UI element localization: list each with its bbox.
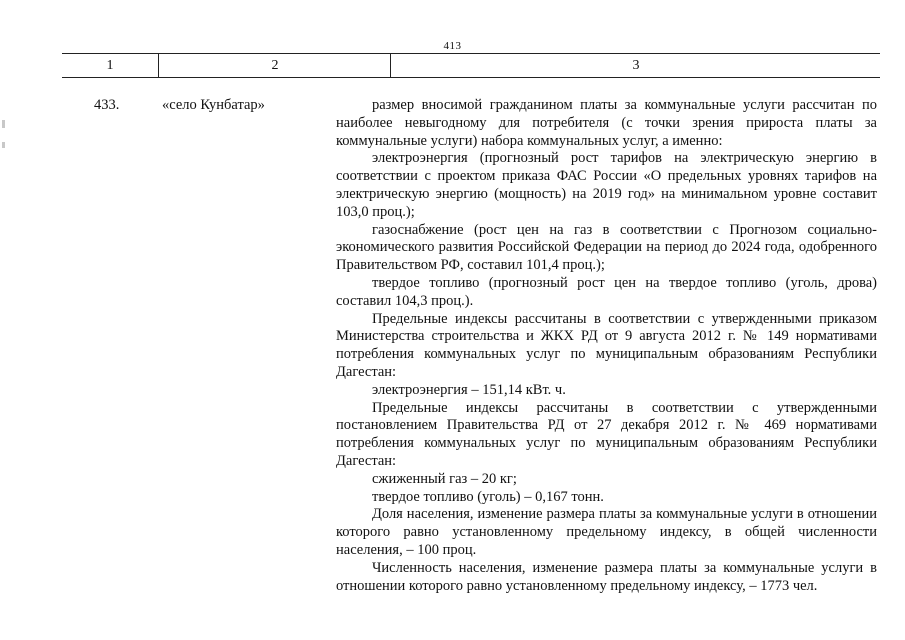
page-number: 413	[443, 40, 462, 52]
paragraph-electricity-norm: электроэнергия – 151,14 кВт. ч.	[372, 381, 566, 398]
table-header-row	[62, 53, 880, 78]
scan-edge-mark	[2, 142, 5, 148]
column-header-3: 3	[390, 54, 881, 77]
paragraph-solid-fuel: твердое топливо (прогнозный рост цен на твердое топливо (уголь, дрова) составил 104,3 проц.).	[336, 274, 877, 309]
scan-edge-mark	[2, 120, 5, 128]
column-header-1: 1	[106, 58, 114, 73]
paragraph-liquefied-gas-norm: сжиженный газ – 20 кг;	[372, 470, 517, 487]
paragraph-population-share: Доля населения, изменение размера платы за коммунальные услуги в отношении которого равно установленному предельному индексу, в общей численности населения, – 100 проц.	[336, 506, 877, 558]
settlement-name: «село Кунбатар»	[162, 97, 265, 113]
column-header-2: 2	[158, 54, 391, 77]
paragraph-electricity-tariff: электроэнергия (прогнозный рост тарифов на электрическую энергию в соответствии с проектом приказа ФАС России «О предельных уровнях тарифов на электрическую энергию (мощность) на 2019 год» на минимальном уровне составит 103,0 проц.);	[336, 150, 877, 220]
paragraph-indices-decree-469: Предельные индексы рассчитаны в соответствии с утвержденными постановлением Правительства РД от 27 декабря 2012 г. № 469 нормативами потребления коммунальных услуг по муниципальным образованиям Республики Дагестан:	[336, 399, 877, 469]
row-description	[336, 97, 877, 595]
paragraph-intro: размер вносимой гражданином платы за коммунальные услуги рассчитан по наиболее невыгодному для потребителя (с точки зрения прироста платы за коммунальные услуги) набора коммунальных услуг, а именно:	[336, 97, 877, 149]
row-number: 433.	[94, 97, 120, 113]
paragraph-gas-supply: газоснабжение (рост цен на газ в соответствии с Прогнозом социально-экономического развития Российской Федерации на период до 2024 года, одобренного Правительством РФ, составил 101,4 проц.);	[336, 221, 877, 274]
paragraph-indices-order-149: Предельные индексы рассчитаны в соответствии с утвержденными приказом Министерства строительства и ЖКХ РД от 9 августа 2012 г. № 149 нормативами потребления коммунальных услуг по муниципальным образованиям Республики Дагестан:	[336, 310, 877, 380]
paragraph-solid-fuel-norm: твердое топливо (уголь) – 0,167 тонн.	[372, 488, 604, 505]
paragraph-population-count: Численность населения, изменение размера платы за коммунальные услуги в отношении которого равно установленному предельному индексу, – 1773 чел.	[336, 559, 877, 594]
